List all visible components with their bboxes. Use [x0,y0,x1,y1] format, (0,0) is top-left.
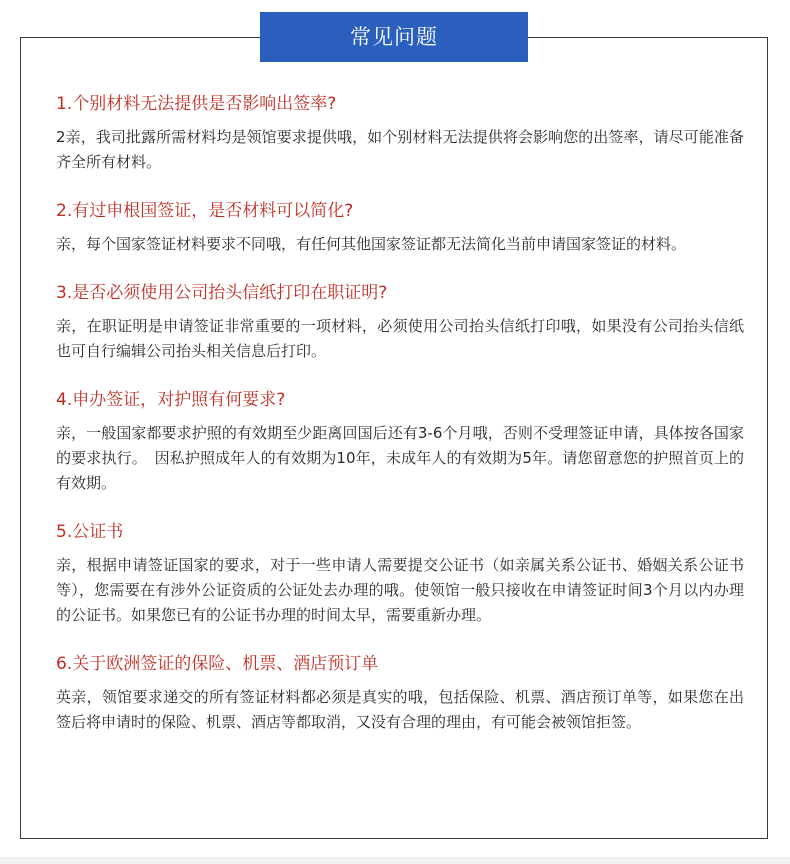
faq-answer-4: 亲，一般国家都要求护照的有效期至少距离回国后还有3-6个月哦，否则不受理签证申请，具体按各国家的要求执行。 因私护照成年人的有效期为10年，未成年人的有效期为5年。请您留意您的护照首页上的有效期。 [56,424,744,492]
faq-answer-6: 英亲，领馆要求递交的所有签证材料都必须是真实的哦，包括保险、机票、酒店预订单等，如果您在出签后将申请时的保险、机票、酒店等都取消，又没有合理的理由，有可能会被领馆拒签。 [56,688,744,731]
faq-item-4 [56,388,756,496]
faq-item-1 [56,92,756,175]
faq-question-1: 1.个别材料无法提供是否影响出签率? [56,94,337,114]
faq-question-5: 5.公证书 [56,522,124,542]
faq-item-3 [56,281,756,364]
faq-question-2: 2.有过申根国签证，是否材料可以简化? [56,201,354,221]
faq-item-2 [56,199,756,257]
faq-list [56,92,756,759]
faq-answer-2: 亲，每个国家签证材料要求不同哦，有任何其他国家签证都无法简化当前申请国家签证的材料。 [56,235,687,253]
faq-answer-3: 亲，在职证明是申请签证非常重要的一项材料，必须使用公司抬头信纸打印哦，如果没有公司抬头信纸也可自行编辑公司抬头相关信息后打印。 [56,317,744,360]
bottom-divider [0,857,790,864]
faq-answer-1: 2亲，我司批露所需材料均是领馆要求提供哦，如个别材料无法提供将会影响您的出签率，请尽可能准备齐全所有材料。 [56,128,744,171]
faq-item-5 [56,520,756,628]
faq-item-6 [56,652,756,735]
faq-question-3: 3.是否必须使用公司抬头信纸打印在职证明? [56,283,388,303]
faq-answer-5: 亲，根据申请签证国家的要求，对于一些申请人需要提交公证书（如亲属关系公证书、婚姻关系公证书等），您需要在有涉外公证资质的公证处去办理的哦。使领馆一般只接收在申请签证时间3个月以内办理的公证书。如果您已有的公证书办理的时间太早，需要重新办理。 [56,556,744,624]
page-title: 常见问题 [260,12,528,62]
faq-question-6: 6.关于欧洲签证的保险、机票、酒店预订单 [56,654,379,674]
faq-question-4: 4.申办签证，对护照有何要求? [56,390,286,410]
